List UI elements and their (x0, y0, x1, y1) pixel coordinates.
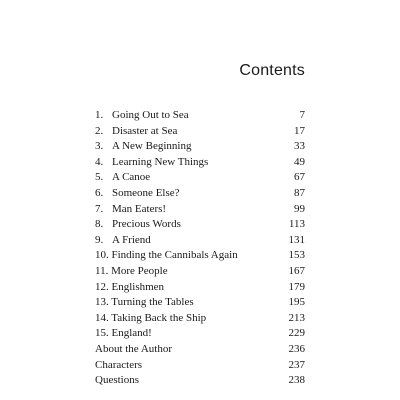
toc-entry (95, 155, 305, 171)
toc-entry (95, 264, 305, 280)
toc-entry-title-group (95, 342, 172, 358)
toc-entry-page: 195 (288, 296, 305, 309)
toc-entry-page: 49 (294, 155, 305, 168)
toc-entry-number: 1. (95, 109, 104, 121)
toc-entry-title-group (95, 233, 151, 249)
toc-entry-title-group (95, 264, 168, 280)
toc-entry-title-group (95, 358, 142, 374)
toc-entry-title: Learning New Things (112, 155, 209, 168)
toc-entry-title-group (95, 108, 189, 124)
toc-entry-title: Questions (95, 374, 139, 387)
toc-entry-title: 13. Turning the Tables (95, 296, 194, 309)
toc-entry-title: About the Author (95, 342, 172, 355)
toc-entry-title: Precious Words (112, 218, 181, 231)
toc-entry (95, 202, 305, 218)
toc-entry-page: 238 (288, 374, 305, 387)
toc-entry (95, 280, 305, 296)
toc-entry-page: 179 (288, 280, 305, 293)
toc-entry-title-group (95, 139, 191, 155)
toc-entry (95, 373, 305, 389)
toc-entry (95, 342, 305, 358)
toc-entry-title: Man Eaters! (112, 202, 167, 215)
toc-entry (95, 358, 305, 374)
toc-entry-page: 229 (288, 327, 305, 340)
toc-entry (95, 217, 305, 233)
toc-entry-page: 113 (288, 218, 305, 231)
toc-entry-page: 7 (299, 109, 305, 121)
toc-entry-number: 3. (95, 140, 104, 153)
toc-entry-number: 4. (95, 155, 104, 168)
toc-entry-title: 12. Englishmen (95, 280, 165, 293)
toc-entry-title: 15. England! (95, 327, 152, 340)
toc-entry (95, 248, 305, 264)
toc-entry-number: 5. (95, 171, 104, 184)
toc-entry (95, 170, 305, 186)
toc-entry-title-group (95, 311, 206, 327)
toc-entry-title-group (95, 202, 166, 218)
toc-entry (95, 186, 305, 202)
toc-entry-title-group (95, 295, 194, 311)
toc-entry-number: 7. (95, 202, 104, 215)
toc-entry-number: 6. (95, 186, 104, 199)
toc-entry-page: 17 (294, 124, 305, 137)
toc-entry-title: A Canoe (112, 171, 151, 184)
table-of-contents (95, 108, 305, 389)
toc-entry-page: 237 (288, 358, 305, 371)
contents-heading: Contents (239, 62, 305, 79)
toc-entry-title: 14. Taking Back the Ship (95, 311, 207, 324)
toc-entry-title: Characters (95, 358, 143, 371)
toc-entry-page: 33 (294, 140, 305, 153)
toc-entry (95, 326, 305, 342)
toc-entry-title-group (95, 373, 139, 389)
toc-entry-page: 153 (288, 249, 305, 262)
toc-entry-page: 167 (288, 264, 305, 277)
toc-entry (95, 124, 305, 140)
toc-entry-title: A New Beginning (112, 140, 192, 153)
toc-entry (95, 233, 305, 249)
toc-entry-page: 131 (288, 233, 305, 246)
toc-entry (95, 139, 305, 155)
toc-entry-page: 67 (294, 171, 305, 184)
toc-entry (95, 108, 305, 124)
toc-entry-number: 2. (95, 124, 104, 137)
toc-entry-title: Disaster at Sea (112, 124, 178, 137)
toc-entry-page: 213 (288, 311, 305, 324)
toc-entry-title-group (95, 217, 181, 233)
toc-entry-title-group (95, 170, 150, 186)
toc-entry-page: 87 (294, 186, 305, 199)
toc-entry (95, 295, 305, 311)
toc-entry-title-group (95, 186, 180, 202)
toc-entry-number: 9. (95, 233, 104, 246)
toc-entry-number: 8. (95, 218, 104, 231)
toc-entry-title: 11. More People (95, 264, 168, 277)
toc-entry-title: 10. Finding the Cannibals Again (95, 249, 238, 262)
toc-entry-title-group (95, 248, 238, 264)
toc-entry (95, 311, 305, 327)
toc-entry-title-group (95, 155, 208, 171)
toc-entry-title-group (95, 280, 164, 296)
toc-entry-page: 99 (294, 202, 305, 215)
toc-entry-title: A Friend (112, 233, 151, 246)
toc-entry-page: 236 (288, 342, 305, 355)
toc-entry-title-group (95, 124, 177, 140)
toc-entry-title: Going Out to Sea (112, 109, 189, 121)
toc-entry-title: Someone Else? (112, 186, 180, 199)
toc-entry-title-group (95, 326, 152, 342)
